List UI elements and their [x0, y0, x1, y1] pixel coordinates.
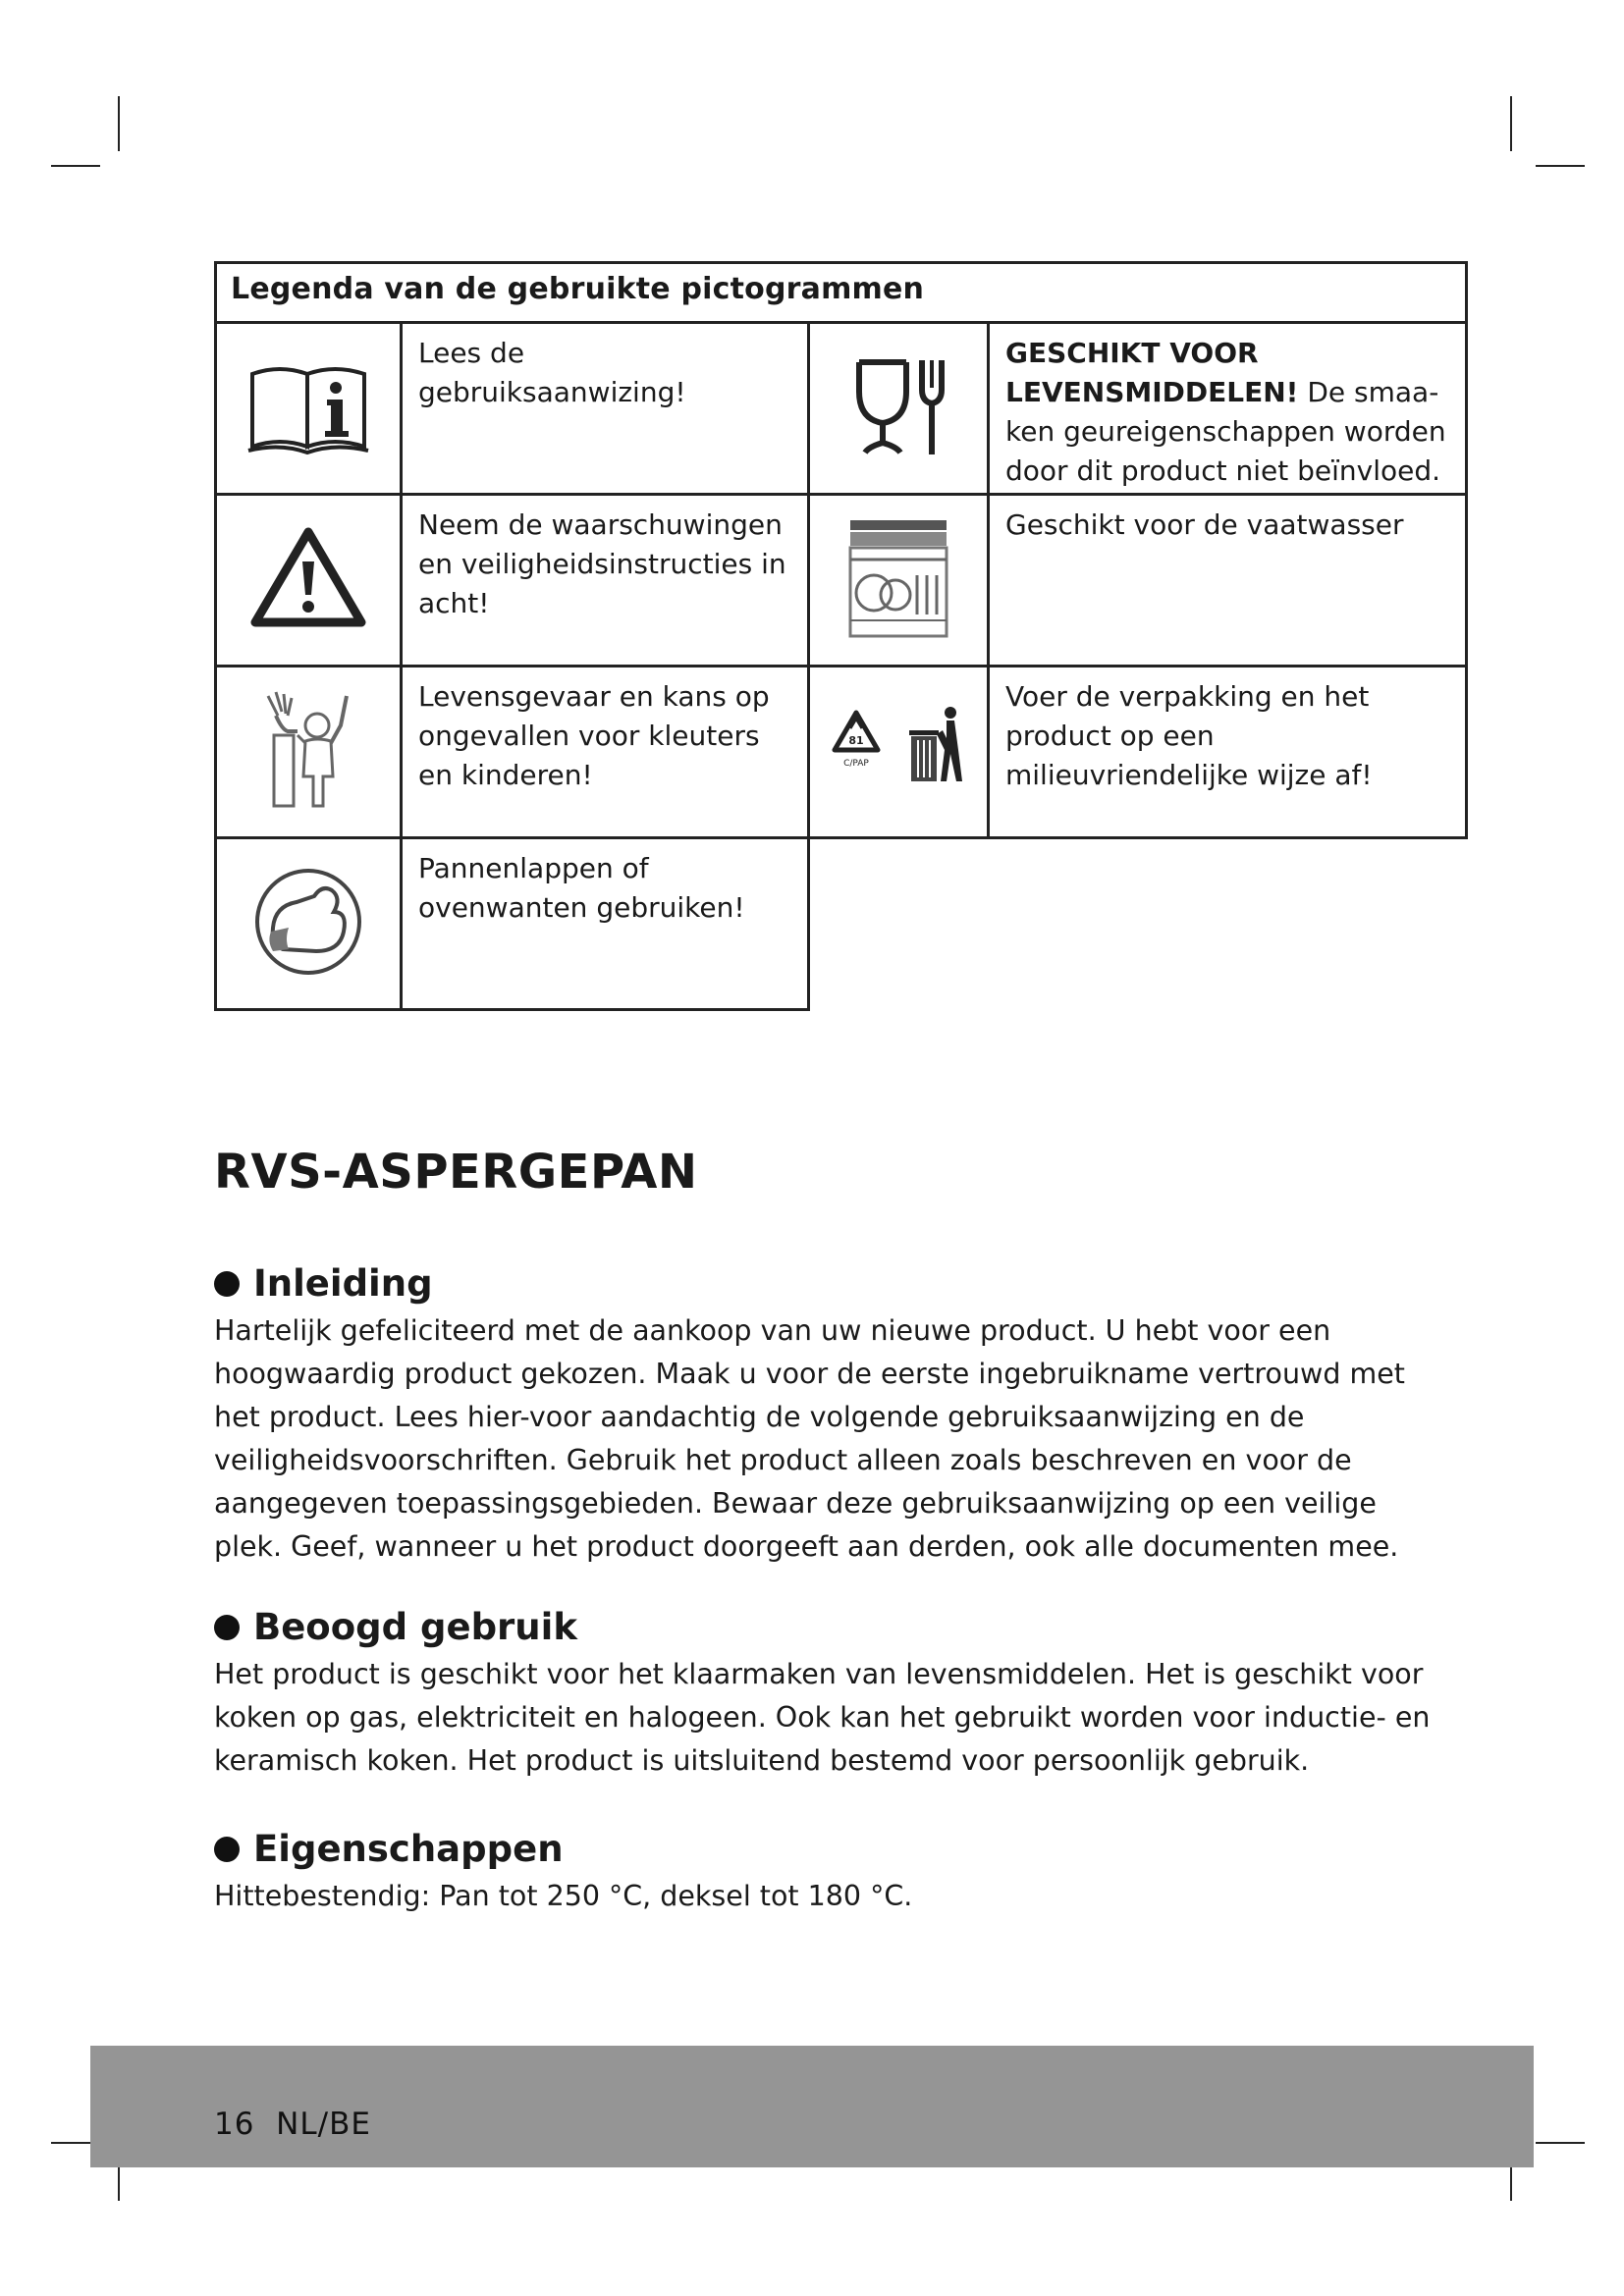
empty-cell	[809, 838, 1467, 1010]
section-paragraph: Hartelijk gefeliciteerd met de aankoop van uw nieuwe product. U hebt voor een hoogwaardig product gekozen. Maak u voor de eerste ingebruikname vertrouwd met het product. Lees hier-voor aandachtig de volgende gebruiksaanwijzing en de veiligheidsvoorschriften. Gebruik het product alleen zoals beschreven en voor de aangegeven toepassingsgebieden. Bewaar deze gebruiksaanwijzing op een veilige plek. Geef, wanneer u het product doorgeeft aan derden, ook alle documenten mee.	[214, 1314, 1405, 1563]
recycle-code: 81	[848, 734, 864, 747]
legend-text: Voer de verpakking en het product op een milieuvriendelijke wijze af!	[989, 667, 1467, 838]
section-beoogd-gebruik	[214, 1604, 1432, 1783]
page-number: 16	[214, 2107, 255, 2142]
section-paragraph: Hittebestendig: Pan tot 250 °C, deksel tot 180 °C.	[214, 1880, 913, 1912]
section-heading-text: Beoogd gebruik	[253, 1606, 577, 1648]
book-info-icon	[244, 352, 372, 460]
section-heading	[214, 1604, 1432, 1651]
section-heading-text: Inleiding	[253, 1262, 433, 1305]
crop-mark	[1510, 96, 1512, 151]
legend-icon-cell	[216, 323, 402, 495]
section-heading	[214, 1826, 1432, 1873]
legend-icon-cell	[809, 323, 989, 495]
legend-icon-cell	[809, 667, 989, 838]
pictogram-legend-table	[214, 261, 1468, 1011]
crop-mark	[1536, 165, 1585, 167]
food-safe-icon	[839, 352, 957, 460]
child-hazard-icon	[254, 686, 362, 814]
footer-language: NL/BE	[276, 2107, 371, 2142]
bullet-icon	[214, 1271, 240, 1297]
legend-text: Geschikt voor de vaatwasser	[989, 495, 1467, 667]
legend-icon-cell	[216, 495, 402, 667]
legend-text	[989, 323, 1467, 495]
bullet-icon	[214, 1615, 240, 1640]
legend-icon-cell	[809, 495, 989, 667]
dishwasher-icon	[844, 514, 952, 642]
legend-text: Pannenlappen of ovenwanten gebruiken!	[402, 838, 809, 1010]
crop-mark	[1536, 2142, 1585, 2144]
section-heading-text: Eigenschappen	[253, 1828, 564, 1870]
legend-text: Neem de waarschuwingen en veiligheidsinstructies in acht!	[402, 495, 809, 667]
section-eigenschappen	[214, 1826, 1432, 1918]
legend-heading: Legenda van de gebruikte pictogrammen	[216, 263, 1467, 323]
legend-text-rest: De smaa-ken geureigenschappen worden door dit product niet beïnvloed.	[1005, 376, 1446, 487]
section-inleiding	[214, 1260, 1432, 1569]
bullet-icon	[214, 1837, 240, 1862]
recycle-label: C/PAP	[843, 759, 869, 769]
legend-text-bold: GESCHIKT VOOR LEVENSMIDDELEN!	[1005, 337, 1299, 408]
page-title: RVS-ASPERGEPAN	[214, 1145, 698, 1200]
oven-mitt-icon	[249, 863, 367, 981]
legend-text: Lees de gebruiksaanwizing!	[402, 323, 809, 495]
legend-text: Levensgevaar en kans op ongevallen voor kleuters en kinderen!	[402, 667, 809, 838]
crop-mark	[118, 96, 120, 151]
legend-icon-cell	[216, 838, 402, 1010]
recycle-icon	[825, 701, 972, 799]
crop-mark	[51, 165, 100, 167]
page-footer	[90, 2046, 1534, 2167]
footer-page-label	[214, 2107, 371, 2142]
section-heading	[214, 1260, 1432, 1308]
section-paragraph: Het product is geschikt voor het klaarmaken van levensmiddelen. Het is geschikt voor koken op gas, elektriciteit en halogeen. Ook kan het gebruikt worden voor inductie- en keramisch koken. Het product is uitsluitend bestemd voor persoonlijk gebruik.	[214, 1658, 1431, 1777]
warning-triangle-icon	[249, 524, 367, 632]
legend-icon-cell	[216, 667, 402, 838]
